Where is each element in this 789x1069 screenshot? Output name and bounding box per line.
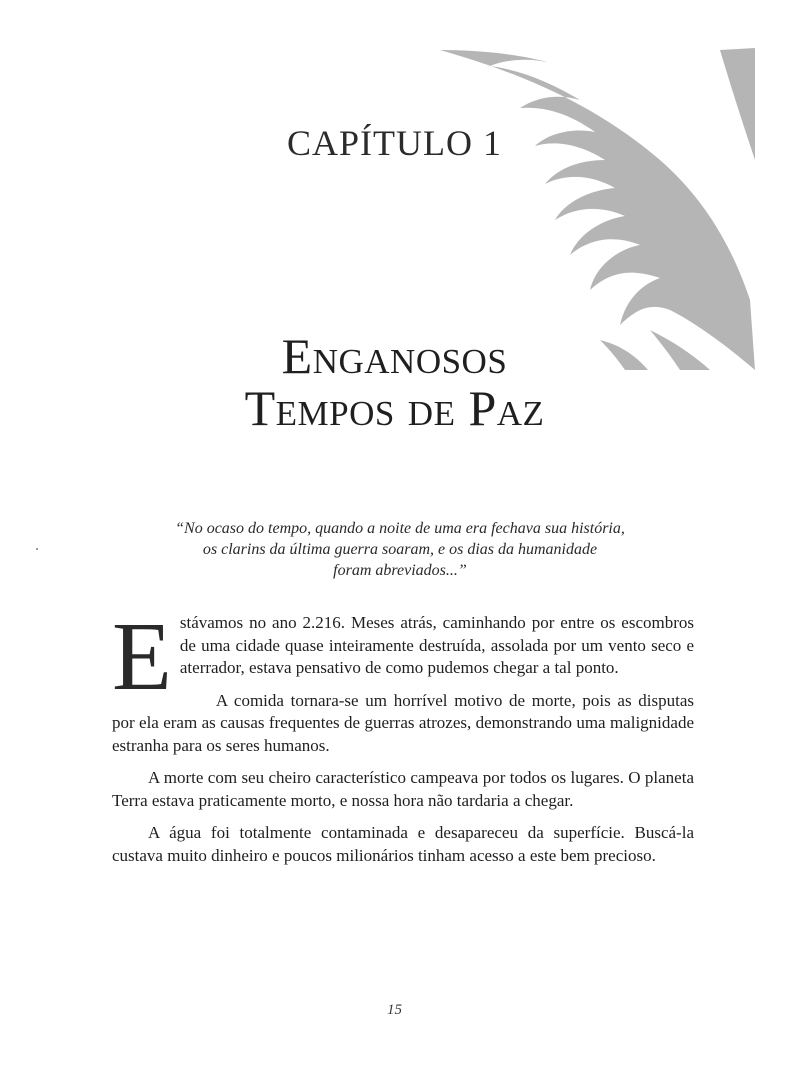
- chapter-label: CAPÍTULO 1: [287, 123, 502, 163]
- drop-cap: E: [112, 603, 172, 711]
- epigraph-line-3: foram abreviados...”: [333, 562, 467, 579]
- paragraph-4: A água foi totalmente contaminada e desapareceu da superfície. Buscá-la custava muito dinheiro e poucos milionários tinham acesso a este bem precioso.: [112, 823, 694, 865]
- paragraph-2: A comida tornara-se um horrível motivo de morte, pois as disputas por ela eram as causas frequentes de guerras atrozes, demonstrando uma malignidade estranha para os seres humanos.: [112, 690, 694, 755]
- epigraph: [120, 518, 680, 581]
- epigraph-line-2: os clarins da última guerra soaram, e os dias da humanidade: [202, 541, 598, 558]
- paragraph-1: [112, 603, 694, 711]
- page-number: 15: [387, 1002, 402, 1018]
- chapter-body: [112, 603, 694, 877]
- chapter-title-line-2: Tempos de Paz: [244, 380, 545, 436]
- margin-mark: [36, 548, 38, 550]
- chapter-title: [0, 330, 789, 434]
- paragraph-3: A morte com seu cheiro característico campeava por todos os lugares. O planeta Terra estava praticamente morto, e nossa hora não tardaria a chegar.: [112, 768, 694, 810]
- epigraph-line-1: “No ocaso do tempo, quando a noite de uma era fechava sua história,: [175, 520, 625, 537]
- paragraph-1-text: stávamos no ano 2.216. Meses atrás, caminhando por entre os escombros de uma cidade quase inteiramente destruída, assolada por um vento seco e aterrador, estava pensativo de como pudemos chegar a tal ponto.: [179, 613, 694, 677]
- chapter-title-line-1: Enganosos: [281, 328, 508, 384]
